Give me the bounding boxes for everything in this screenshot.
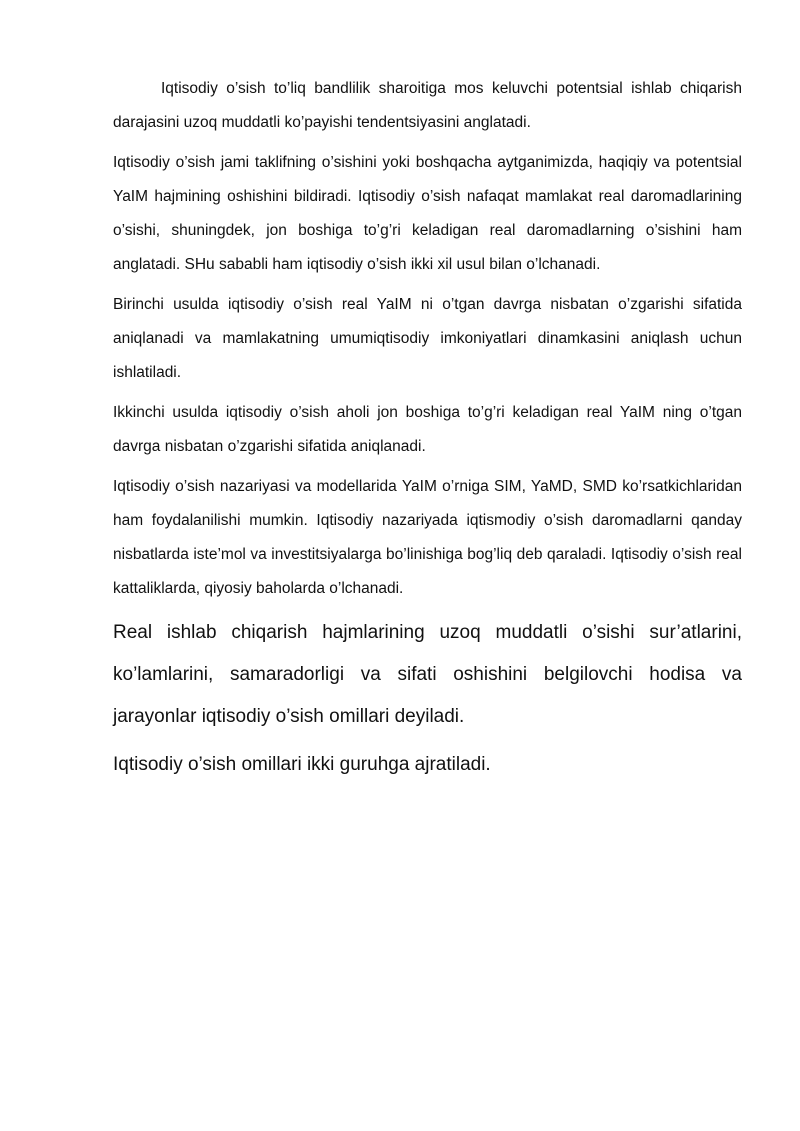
- paragraph-4: Ikkinchi usulda iqtisodiy o’sish aholi jon boshiga to’g’ri keladigan real YaIM ning o’tgan davrga nisbatan o’zgarishi sifatida aniqlanadi.: [113, 404, 742, 455]
- paragraph-6: Real ishlab chiqarish hajmlarining uzoq muddatli o’sishi sur’atlarini, ko’lamlarini, samaradorligi va sifati oshishini belgilovchi hodisa va jarayonlar iqtisodiy o’sish omillari deyiladi.: [113, 622, 742, 727]
- document-page: [113, 72, 742, 792]
- paragraph-7: Iqtisodiy o’sish omillari ikki guruhga ajratiladi.: [113, 754, 491, 775]
- paragraph-2: Iqtisodiy o’sish jami taklifning o’sishini yoki boshqacha aytganimizda, haqiqiy va potentsial YaIM hajmining oshishini bildiradi. Iqtisodiy o’sish nafaqat mamlakat real daromadlarining o’sishi, shuningdek, jon boshiga to’g’ri keladigan real daromadlarning o’sishini ham anglatadi. SHu sababli ham iqtisodiy o’sish ikki xil usul bilan o’lchanadi.: [113, 154, 742, 273]
- paragraph-1: Iqtisodiy o’sish to’liq bandlilik sharoitiga mos keluvchi potentsial ishlab chiqarish darajasini uzoq muddatli ko’payishi tendentsiyasini anglatadi.: [113, 80, 742, 131]
- paragraph-5: Iqtisodiy o’sish nazariyasi va modellarida YaIM o’rniga SIM, YaMD, SMD ko’rsatkichlaridan ham foydalanilishi mumkin. Iqtisodiy nazariyada iqtismodiy o’sish daromadlarni qanday nisbatlarda iste’mol va investitsiyalarga bo’linishiga bog’liq deb qaraladi. Iqtisodiy o’sish real kattaliklarda, qiyosiy baholarda o’lchanadi.: [113, 478, 742, 597]
- paragraph-3: Birinchi usulda iqtisodiy o’sish real YaIM ni o’tgan davrga nisbatan o’zgarishi sifatida aniqlanadi va mamlakatning umumiqtisodiy imkoniyatlari dinamkasini aniqlash uchun ishlatiladi.: [113, 296, 742, 381]
